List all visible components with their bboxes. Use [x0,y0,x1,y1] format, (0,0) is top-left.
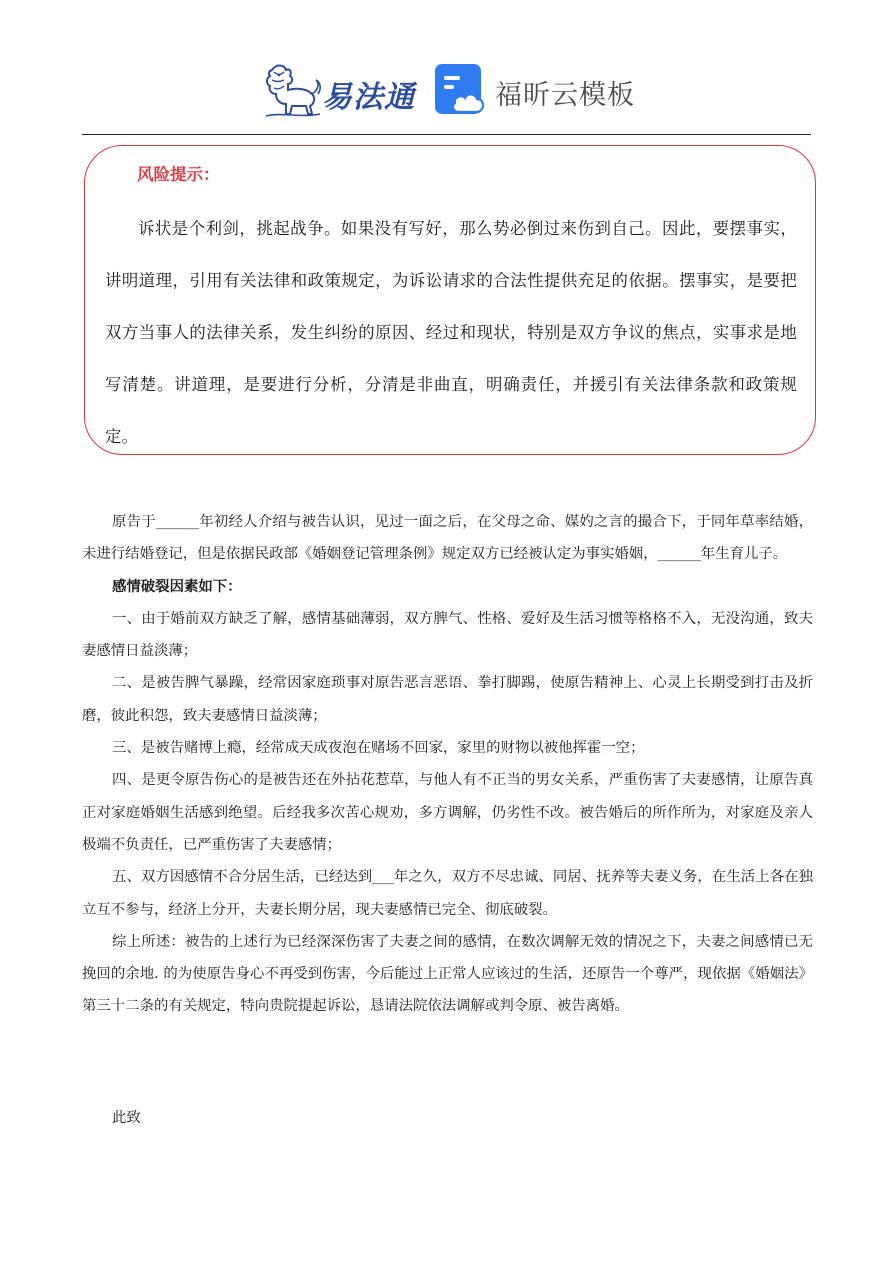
fuxin-logo [435,64,635,118]
complaint-body [82,506,813,1023]
fuxin-logo-text: 福昕云模板 [495,80,635,111]
lion-icon [262,60,324,120]
reason-item: 一、由于婚前双方缺乏了解，感情基础薄弱，双方脾气、性格、爱好及生活习惯等格格不入，无没沟通，致夫妻感情日益淡薄； [82,610,813,660]
risk-notice-body: 诉状是个利剑，挑起战争。如果没有写好，那么势必倒过来伤到自己。因此，要摆事实，讲明道理，引用有关法律和政策规定，为诉讼请求的合法性提供充足的依据。摆事实，是要把双方当事人的法律关系，发生纠纷的原因、经过和现状，特别是双方争议的焦点，实事求是地写清楚。讲道理，是要进行分析，分清是非曲直，明确责任，并援引有关法律条款和政策规定。 [105,219,797,446]
paragraph-background: 原告于______年初经人介绍与被告认识，见过一面之后，在父母之命、媒妁之言的撮合下，于同年草率结婚，未进行结婚登记，但是依据民政部《婚姻登记管理条例》规定双方已经被认定为事实婚姻，______年生育儿子。 [82,514,813,563]
reason-item: 五、双方因感情不合分居生活，已经达到___年之久，双方不尽忠诚、同居、抚养等夫妻义务，在生活上各在独立互不参与，经济上分开，夫妻长期分居，现夫妻感情已完全、彻底破裂。 [82,869,813,918]
yifatong-logo-text: 易法通 [322,80,415,115]
risk-notice-title: 风险提示： [137,165,220,184]
section-heading: 感情破裂因素如下： [112,577,242,595]
yifatong-logo [262,60,414,120]
reason-item: 三、是被告赌博上瘾，经常成天成夜泡在赌场不回家，家里的财物以被他挥霍一空； [112,740,645,757]
paragraph-conclusion: 综上所述：被告的上述行为已经深深伤害了夫妻之间的感情，在数次调解无效的情况之下，夫妻之间感情已无挽回的余地. 的为使原告身心不再受到伤害，今后能过上正常人应该过的生活，还原告一个尊严，现依据《婚姻法》第三十二条的有关规定，特向贵院提起诉讼，恳请法院依法调解或判令原、被告离婚。 [82,933,813,1015]
reason-item: 四、是更令原告伤心的是被告还在外拈花惹草，与他人有不正当的男女关系，严重伤害了夫妻感情，让原告真正对家庭婚姻生活感到绝望。后经我多次苦心规劝，多方调解，仍劣性不改。被告婚后的所作所为，对家庭及亲人极端不负责任，已严重伤害了夫妻感情； [82,772,813,853]
reason-item: 二、是被告脾气暴躁，经常因家庭琐事对原告恶言恶语、拳打脚踢，使原告精神上、心灵上长期受到打击及折磨，彼此积怨，致夫妻感情日益淡薄； [82,675,813,724]
page-header [0,58,893,124]
closing-salutation: 此致 [112,1110,141,1126]
header-divider [82,134,811,135]
cloud-document-icon [435,64,489,118]
